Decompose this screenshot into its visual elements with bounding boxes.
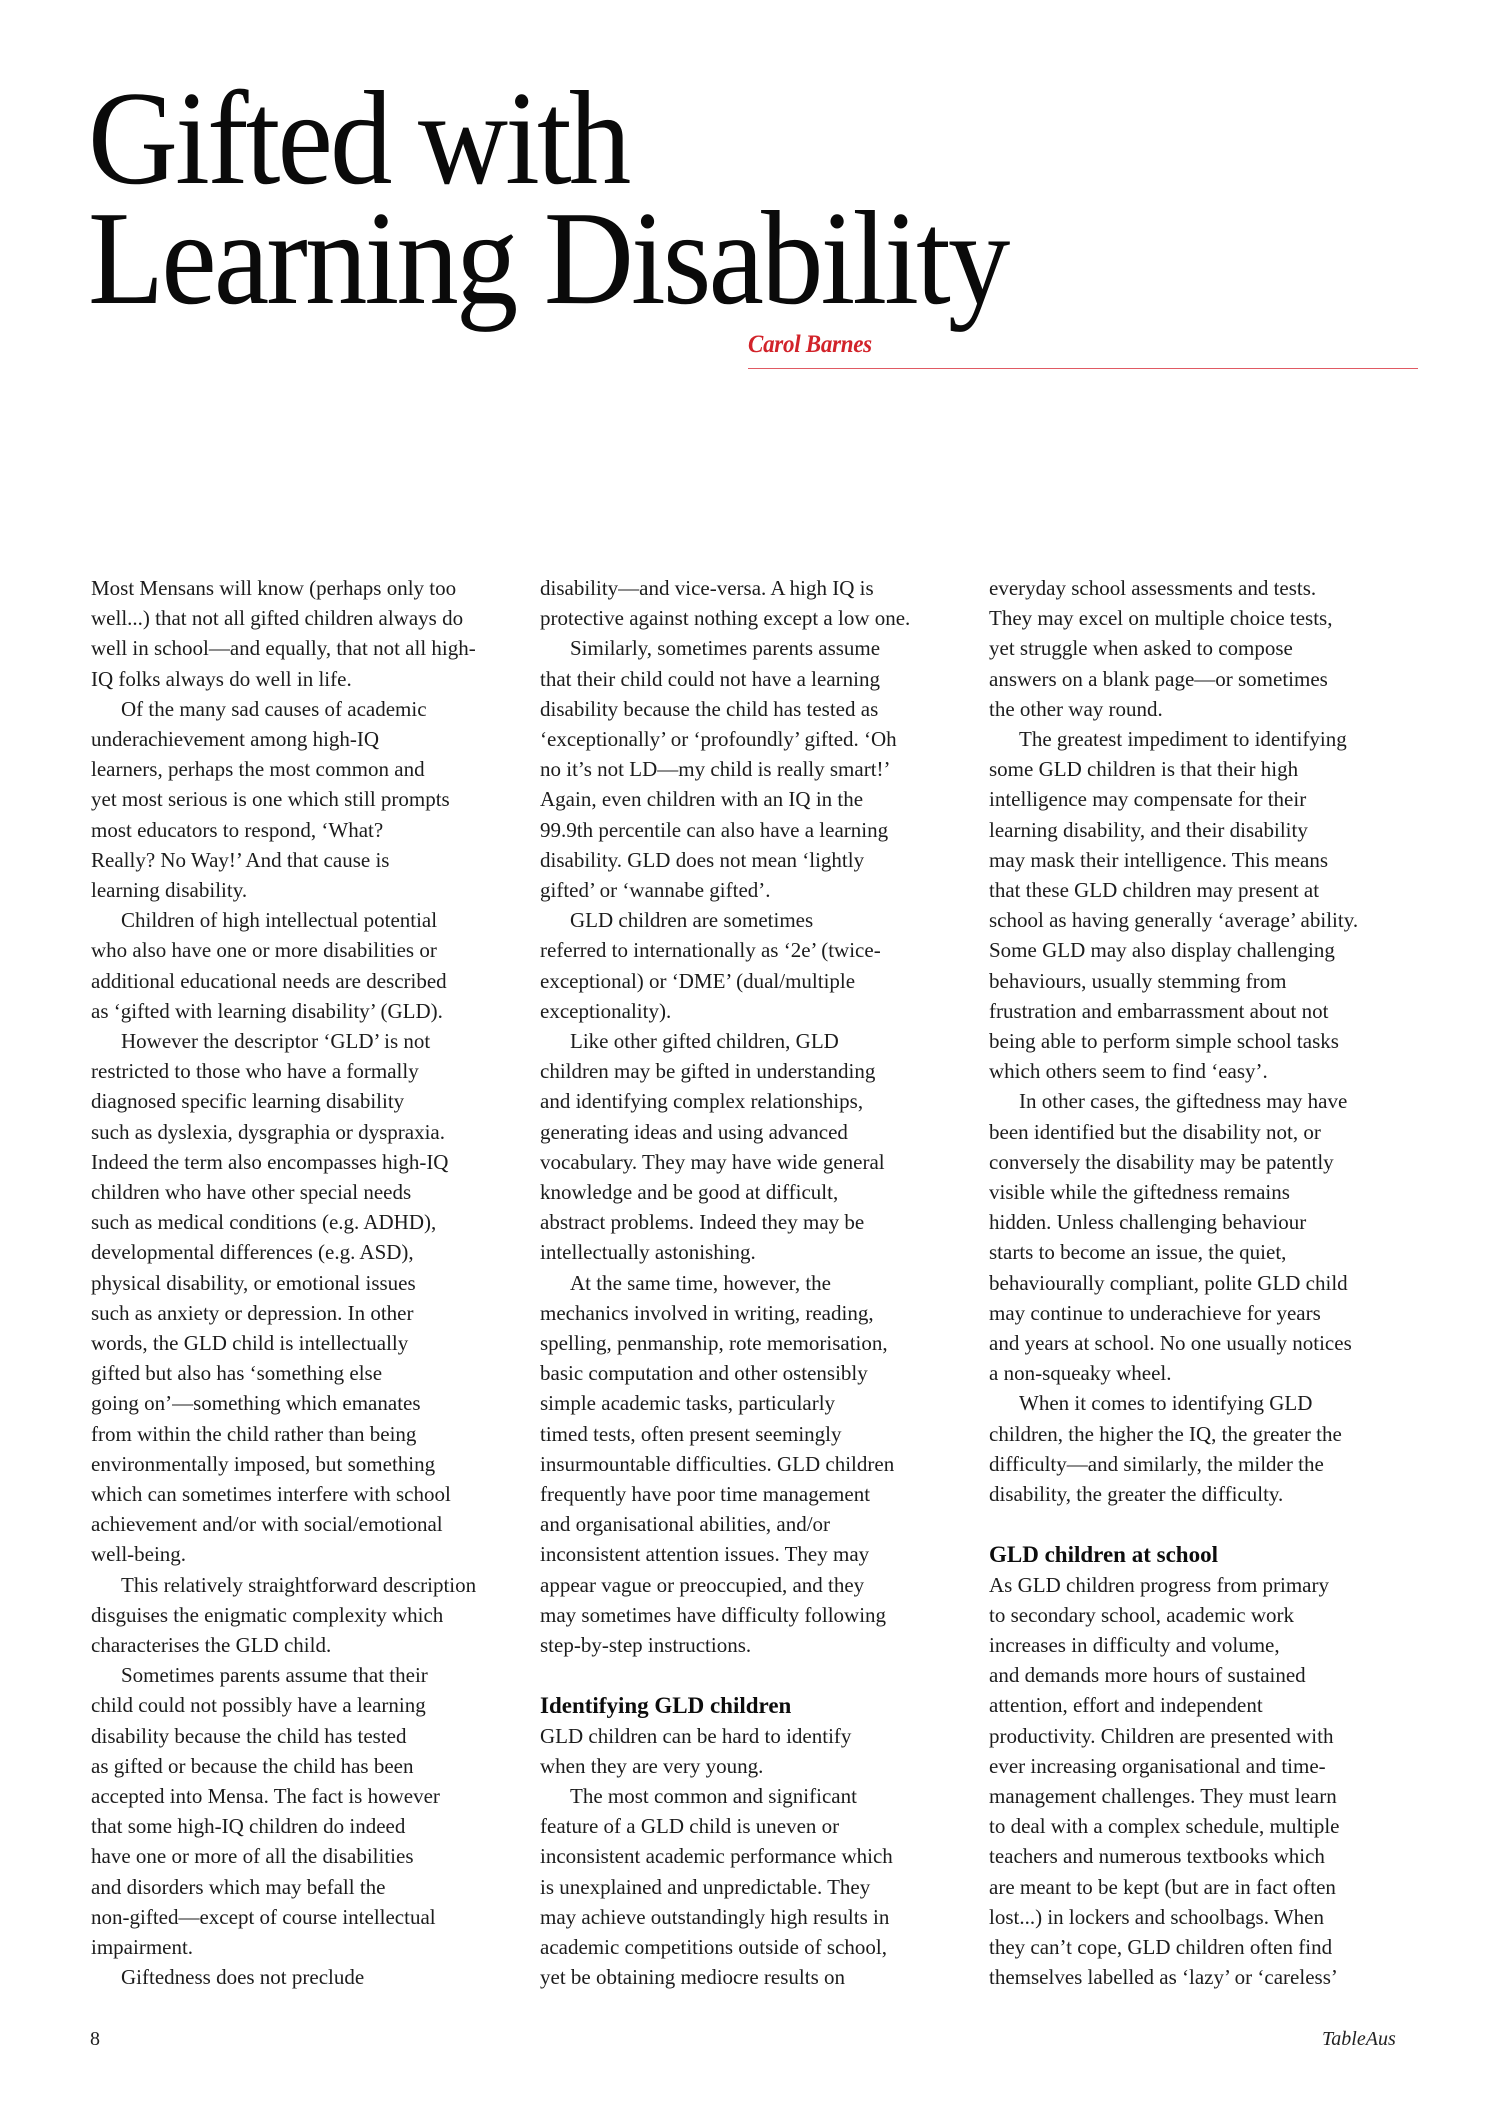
text-line: basic computation and other ostensibly	[540, 1361, 868, 1386]
text-line: and years at school. No one usually notices	[989, 1330, 1352, 1355]
text-line: which others seem to find ‘easy’.	[989, 1059, 1268, 1084]
text-line: academic competitions outside of school,	[540, 1934, 887, 1959]
text-line: yet struggle when asked to compose	[989, 636, 1293, 661]
text-line: characterises the GLD child.	[91, 1632, 332, 1657]
text-line: starts to become an issue, the quiet,	[989, 1240, 1287, 1265]
text-line: well-being.	[91, 1542, 187, 1567]
text-line: such as dyslexia, dysgraphia or dyspraxia.	[91, 1119, 445, 1144]
text-line: may mask their intelligence. This means	[989, 847, 1329, 872]
text-line: knowledge and be good at difficult,	[540, 1179, 839, 1204]
text-line: answers on a blank page—or sometimes	[989, 666, 1328, 691]
page-number: 8	[90, 2028, 100, 2050]
text-line: and demands more hours of sustained	[989, 1663, 1306, 1688]
text-line: 99.9th percentile can also have a learning	[540, 817, 889, 842]
text-line: In other cases, the giftedness may have	[1019, 1089, 1348, 1114]
text-line: As GLD children progress from primary	[989, 1572, 1329, 1597]
text-line: Similarly, sometimes parents assume	[570, 636, 881, 661]
text-line: learning disability.	[91, 877, 248, 902]
text-line: and disorders which may befall the	[91, 1874, 386, 1899]
text-line: feature of a GLD child is uneven or	[540, 1814, 840, 1839]
text-line: physical disability, or emotional issues	[91, 1270, 416, 1295]
text-line: IQ folks always do well in life.	[91, 666, 352, 691]
text-line: have one or more of all the disabilities	[91, 1844, 414, 1869]
text-line: However the descriptor ‘GLD’ is not	[121, 1028, 431, 1053]
publication-name: TableAus	[1322, 2028, 1396, 2050]
text-line: non-gifted—except of course intellectual	[91, 1904, 436, 1929]
text-line: teachers and numerous textbooks which	[989, 1844, 1325, 1869]
article-title-line-2: Learning Disability	[88, 184, 1008, 332]
text-line: increases in difficulty and volume,	[989, 1632, 1280, 1657]
author-byline: Carol Barnes	[748, 331, 872, 358]
text-line: timed tests, often present seemingly	[540, 1421, 842, 1446]
text-column-2	[540, 0, 960, 2122]
text-line: This relatively straightforward description	[121, 1572, 477, 1597]
text-line: additional educational needs are described	[91, 968, 447, 993]
text-line: GLD children are sometimes	[570, 908, 814, 933]
text-line: restricted to those who have a formally	[91, 1059, 419, 1084]
text-line: being able to perform simple school tasks	[989, 1028, 1339, 1053]
text-line: when they are very young.	[540, 1753, 764, 1778]
text-line: yet be obtaining mediocre results on	[540, 1965, 846, 1990]
text-line: The greatest impediment to identifying	[1019, 726, 1347, 751]
text-line: as ‘gifted with learning disability’ (GLD).	[91, 998, 443, 1023]
text-line: children, the higher the IQ, the greater the	[989, 1421, 1342, 1446]
section-heading: GLD children at school	[989, 1541, 1218, 1567]
text-line: protective against nothing except a low one.	[540, 606, 911, 631]
text-line: spelling, penmanship, rote memorisation,	[540, 1330, 888, 1355]
text-line: everyday school assessments and tests.	[989, 575, 1317, 600]
text-line: may achieve outstandingly high results in	[540, 1904, 890, 1929]
text-line: disguises the enigmatic complexity which	[91, 1602, 444, 1627]
text-line: management challenges. They must learn	[989, 1783, 1337, 1808]
text-line: developmental differences (e.g. ASD),	[91, 1240, 414, 1265]
text-line: diagnosed specific learning disability	[91, 1089, 405, 1114]
text-line: achievement and/or with social/emotional	[91, 1512, 443, 1537]
text-line: referred to internationally as ‘2e’ (twice-	[540, 938, 881, 963]
text-line: well...) that not all gifted children always do	[91, 606, 464, 631]
text-line: lost...) in lockers and schoolbags. When	[989, 1904, 1324, 1929]
text-column-1	[91, 0, 511, 2122]
text-line: frustration and embarrassment about not	[989, 998, 1329, 1023]
text-line: children who have other special needs	[91, 1179, 412, 1204]
text-line: Children of high intellectual potential	[121, 908, 438, 933]
text-line: abstract problems. Indeed they may be	[540, 1210, 865, 1235]
text-line: they can’t cope, GLD children often find	[989, 1934, 1333, 1959]
text-line: may sometimes have difficulty following	[540, 1602, 887, 1627]
text-line: Sometimes parents assume that their	[121, 1663, 428, 1688]
text-line: Again, even children with an IQ in the	[540, 787, 864, 812]
text-line: disability because the child has tested	[91, 1723, 407, 1748]
text-line: exceptionality).	[540, 998, 672, 1023]
text-line: intelligence may compensate for their	[989, 787, 1307, 812]
text-line: such as medical conditions (e.g. ADHD),	[91, 1210, 437, 1235]
text-line: disability because the child has tested as	[540, 696, 879, 721]
text-line: ‘exceptionally’ or ‘profoundly’ gifted. ‘Oh	[540, 726, 897, 751]
text-line: vocabulary. They may have wide general	[540, 1149, 885, 1174]
text-line: and organisational abilities, and/or	[540, 1512, 831, 1537]
text-line: that some high-IQ children do indeed	[91, 1814, 406, 1839]
text-line: going on’—something which emanates	[91, 1391, 421, 1416]
text-line: Most Mensans will know (perhaps only too	[91, 575, 457, 600]
text-line: is unexplained and unpredictable. They	[540, 1874, 871, 1899]
text-line: ever increasing organisational and time-	[989, 1753, 1326, 1778]
text-line: Really? No Way!’ And that cause is	[91, 847, 390, 872]
text-line: At the same time, however, the	[570, 1270, 831, 1295]
text-line: They may excel on multiple choice tests,	[989, 606, 1333, 631]
text-line: may continue to underachieve for years	[989, 1300, 1321, 1325]
text-line: inconsistent academic performance which	[540, 1844, 893, 1869]
text-line: difficulty—and similarly, the milder the	[989, 1451, 1324, 1476]
text-line: themselves labelled as ‘lazy’ or ‘careless’	[989, 1965, 1338, 1990]
text-line: productivity. Children are presented with	[989, 1723, 1334, 1748]
text-line: to secondary school, academic work	[989, 1602, 1294, 1627]
text-line: and identifying complex relationships,	[540, 1089, 864, 1114]
text-line: hidden. Unless challenging behaviour	[989, 1210, 1307, 1235]
text-line: attention, effort and independent	[989, 1693, 1263, 1718]
text-line: which can sometimes interfere with school	[91, 1481, 451, 1506]
text-line: generating ideas and using advanced	[540, 1119, 848, 1144]
text-line: a non-squeaky wheel.	[989, 1361, 1172, 1386]
text-line: exceptional) or ‘DME’ (dual/multiple	[540, 968, 856, 993]
text-line: disability, the greater the difficulty.	[989, 1481, 1284, 1506]
text-line: as gifted or because the child has been	[91, 1753, 414, 1778]
text-line: insurmountable difficulties. GLD children	[540, 1451, 895, 1476]
text-line: The most common and significant	[570, 1783, 857, 1808]
text-line: school as having generally ‘average’ ability.	[989, 908, 1359, 933]
text-line: appear vague or preoccupied, and they	[540, 1572, 865, 1597]
text-line: simple academic tasks, particularly	[540, 1391, 836, 1416]
section-heading: Identifying GLD children	[540, 1692, 792, 1718]
text-line: who also have one or more disabilities or	[91, 938, 437, 963]
text-line: GLD children can be hard to identify	[540, 1723, 852, 1748]
text-line: most educators to respond, ‘What?	[91, 817, 384, 842]
text-line: step-by-step instructions.	[540, 1632, 752, 1657]
article-title-line-1: Gifted with	[88, 64, 629, 212]
text-line: impairment.	[91, 1934, 194, 1959]
text-line: disability. GLD does not mean ‘lightly	[540, 847, 865, 872]
text-line: When it comes to identifying GLD	[1019, 1391, 1313, 1416]
text-line: mechanics involved in writing, reading,	[540, 1300, 874, 1325]
text-line: that these GLD children may present at	[989, 877, 1320, 902]
text-line: gifted but also has ‘something else	[91, 1361, 383, 1386]
text-line: yet most serious is one which still prompts	[91, 787, 450, 812]
text-line: inconsistent attention issues. They may	[540, 1542, 870, 1567]
text-line: Giftedness does not preclude	[121, 1965, 365, 1990]
text-line: some GLD children is that their high	[989, 757, 1299, 782]
text-line: no it’s not LD—my child is really smart!’	[540, 757, 891, 782]
text-line: learning disability, and their disability	[989, 817, 1308, 842]
text-line: intellectually astonishing.	[540, 1240, 756, 1265]
text-line: gifted’ or ‘wannabe gifted’.	[540, 877, 771, 902]
text-line: Of the many sad causes of academic	[121, 696, 427, 721]
text-line: learners, perhaps the most common and	[91, 757, 425, 782]
text-line: Like other gifted children, GLD	[570, 1028, 839, 1053]
text-line: behaviours, usually stemming from	[989, 968, 1287, 993]
text-line: underachievement among high-IQ	[91, 726, 380, 751]
text-line: to deal with a complex schedule, multiple	[989, 1814, 1340, 1839]
text-line: Indeed the term also encompasses high-IQ	[91, 1149, 449, 1174]
text-line: behaviourally compliant, polite GLD child	[989, 1270, 1348, 1295]
text-line: from within the child rather than being	[91, 1421, 417, 1446]
text-line: environmentally imposed, but something	[91, 1451, 436, 1476]
text-line: been identified but the disability not, or	[989, 1119, 1321, 1144]
text-column-3	[989, 0, 1409, 2122]
text-line: words, the GLD child is intellectually	[91, 1330, 409, 1355]
text-line: the other way round.	[989, 696, 1163, 721]
text-line: well in school—and equally, that not all high-	[91, 636, 476, 661]
text-line: such as anxiety or depression. In other	[91, 1300, 414, 1325]
text-line: Some GLD may also display challenging	[989, 938, 1335, 963]
text-line: accepted into Mensa. The fact is however	[91, 1783, 440, 1808]
text-line: are meant to be kept (but are in fact often	[989, 1874, 1336, 1899]
text-line: frequently have poor time management	[540, 1481, 871, 1506]
text-line: disability—and vice-versa. A high IQ is	[540, 575, 874, 600]
text-line: children may be gifted in understanding	[540, 1059, 876, 1084]
text-line: visible while the giftedness remains	[989, 1179, 1290, 1204]
text-line: that their child could not have a learning	[540, 666, 880, 691]
text-line: child could not possibly have a learning	[91, 1693, 426, 1718]
text-line: conversely the disability may be patently	[989, 1149, 1334, 1174]
